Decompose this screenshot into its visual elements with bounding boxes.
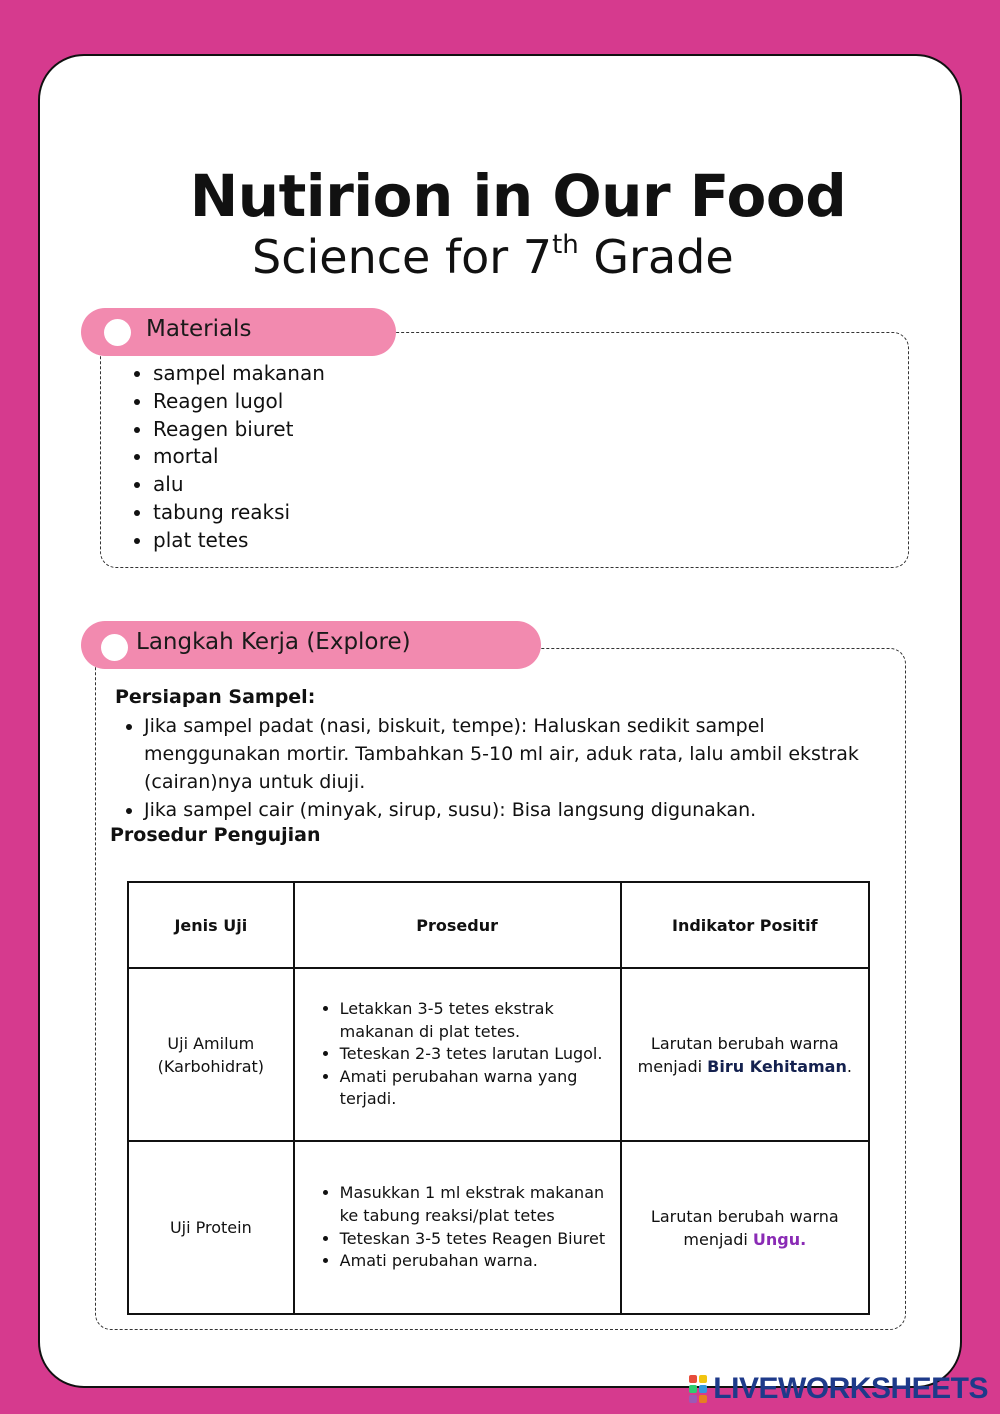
materials-pill — [81, 308, 396, 356]
procedure-table — [127, 881, 870, 1315]
list-item: • tabung reaksi — [153, 499, 325, 527]
indicator-highlight: Ungu. — [752, 1229, 807, 1249]
list-item: • Letakkan 3-5 tetes ekstrak makanan di plat tetes. — [340, 998, 606, 1043]
indikator-cell: Larutan berubah warna menjadi Ungu. — [621, 1141, 869, 1314]
list-item: • Jika sampel padat (nasi, biskuit, tempe): Haluskan sedikit sampel menggunakan mortir. Tambahkan 5-10 ml air, aduk rata, lalu ambil ekstrak (cairan)nya untuk diuji. — [144, 712, 884, 796]
list-item: • alu — [153, 471, 325, 499]
prep-heading: Persiapan Sampel: — [115, 686, 316, 708]
prep-list — [96, 712, 884, 824]
list-item: • Amati perubahan warna. — [340, 1250, 606, 1273]
column-header-jenis: Jenis Uji — [128, 882, 294, 968]
langkah-pill — [81, 621, 541, 669]
page-title: Nutirion in Our Food — [189, 162, 847, 230]
list-item: • Amati perubahan warna yang terjadi. — [340, 1066, 606, 1111]
list-item: • Teteskan 3-5 tetes Reagen Biuret — [340, 1228, 606, 1251]
liveworksheets-logo-icon — [689, 1375, 707, 1403]
list-item: • Jika sampel cair (minyak, sirup, susu): Bisa langsung digunakan. — [144, 796, 884, 824]
indicator-highlight: Biru Kehitaman — [707, 1056, 847, 1076]
list-item: • Reagen biuret — [153, 416, 325, 444]
list-item: • Reagen lugol — [153, 388, 325, 416]
list-item: • mortal — [153, 443, 325, 471]
jenis-uji-cell — [128, 968, 294, 1141]
list-item: • Masukkan 1 ml ekstrak makanan ke tabung reaksi/plat tetes — [340, 1182, 606, 1227]
table-header-row — [128, 882, 869, 968]
list-item: • sampel makanan — [153, 360, 325, 388]
liveworksheets-watermark — [689, 1372, 988, 1406]
bullet-dot-icon — [104, 319, 131, 346]
jenis-uji-name: Uji Amilum — [167, 1033, 255, 1053]
table-row — [128, 1141, 869, 1314]
prosedur-cell — [294, 1141, 621, 1314]
materials-list — [106, 360, 325, 555]
jenis-uji-cell — [128, 1141, 294, 1314]
langkah-label: Langkah Kerja (Explore) — [136, 629, 411, 655]
page-subtitle: Science for 7th Grade — [252, 229, 734, 284]
bullet-dot-icon — [101, 634, 128, 661]
prosedur-cell — [294, 968, 621, 1141]
column-header-indikator: Indikator Positif — [621, 882, 869, 968]
materials-label: Materials — [146, 316, 252, 342]
procedure-heading: Prosedur Pengujian — [110, 824, 321, 846]
jenis-uji-name: Uji Protein — [169, 1218, 252, 1237]
jenis-uji-sub: (Karbohidrat) — [157, 1056, 265, 1076]
indikator-cell: Larutan berubah warna menjadi Biru Kehitaman. — [621, 968, 869, 1141]
watermark-text: LIVEWORKSHEETS — [713, 1372, 988, 1405]
list-item: • Teteskan 2-3 tetes larutan Lugol. — [340, 1043, 606, 1066]
list-item: • plat tetes — [153, 527, 325, 555]
table-row — [128, 968, 869, 1141]
column-header-prosedur: Prosedur — [294, 882, 621, 968]
